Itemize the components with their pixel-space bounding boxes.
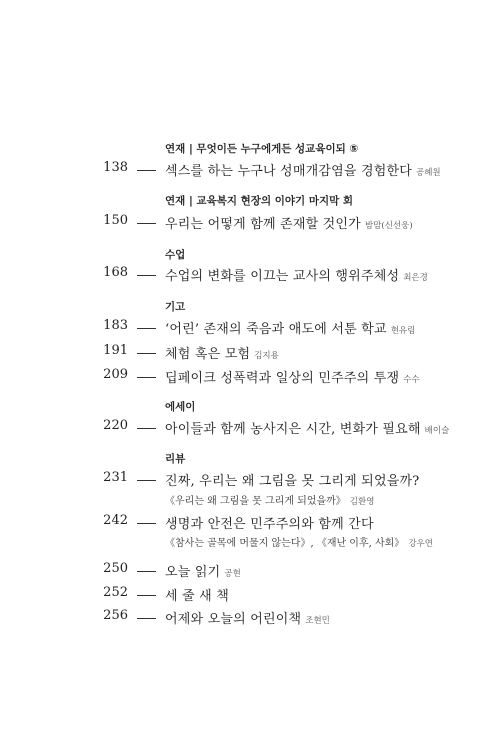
leader-dash: [137, 328, 156, 329]
section-title: 에세이: [165, 401, 196, 413]
entry-title: ‘어린’ 존재의 죽음과 애도에 서툰 학교 현유림: [165, 322, 416, 337]
section-title: 리뷰: [165, 453, 186, 465]
leader-dash: [137, 223, 156, 224]
page-number: 168: [103, 265, 128, 280]
entry-author: 최은경: [403, 273, 428, 283]
entry-author: 공현: [224, 569, 241, 579]
leader-dash: [137, 595, 156, 596]
leader-dash: [137, 275, 156, 276]
entry-author: 공혜원: [415, 168, 441, 178]
leader-dash: [137, 428, 156, 429]
entry-title: 체험 혹은 모험 김지용: [165, 347, 279, 362]
page-number: 209: [103, 367, 128, 382]
entry-title: 진짜, 우리는 왜 그림을 못 그리게 되었을까?: [165, 474, 420, 489]
entry-title: 오늘 읽기 공현: [165, 565, 241, 580]
entry-author: 김지용: [254, 351, 279, 361]
page-number: 150: [103, 213, 128, 228]
leader-dash: [137, 523, 156, 524]
entry-title: 어제와 오늘의 어린이책 조현민: [165, 612, 330, 627]
page-number: 242: [103, 513, 128, 528]
page-number: 250: [103, 561, 128, 576]
page-number: 252: [103, 585, 128, 600]
page-number: 231: [103, 470, 128, 485]
entry-title: 수업의 변화를 이끄는 교사의 행위주체성 최은경: [165, 269, 428, 284]
entry-author: 밤맘(신선웅): [364, 221, 413, 231]
entry-author: 강우연: [408, 539, 433, 549]
section-title: 연재 | 교육복지 현장의 이야기 마지막 회: [165, 195, 354, 207]
leader-dash: [137, 480, 156, 481]
leader-dash: [137, 377, 156, 378]
section-title: 연재 | 무엇이든 누구에게든 성교육이되 ⑤: [165, 143, 359, 155]
entry-title: 딥페이크 성폭력과 일상의 민주주의 투쟁 수수: [165, 371, 420, 386]
page-number: 220: [103, 418, 128, 433]
entry-author: 조현민: [305, 616, 330, 626]
entry-author: 배이슬: [424, 426, 450, 436]
page-number: 191: [103, 343, 128, 358]
entry-title: 섹스를 하는 누구나 성매개감염을 경험한다 공혜원: [165, 164, 441, 179]
leader-dash: [137, 353, 156, 354]
entry-author: 수수: [403, 375, 420, 385]
section-title: 수업: [165, 249, 186, 261]
section-title: 기고: [165, 301, 186, 313]
entry-title: 우리는 어떻게 함께 존재할 것인가 밤맘(신선웅): [165, 217, 413, 232]
entry-subtitle: 《우리는 왜 그림을 못 그리게 되었을까》 김환영: [165, 496, 375, 507]
page-number: 256: [103, 608, 128, 623]
leader-dash: [137, 571, 156, 572]
entry-title: 생명과 안전은 민주주의와 함께 간다: [165, 517, 374, 532]
entry-title: 세 줄 새 책: [165, 589, 230, 604]
entry-title: 아이들과 함께 농사지은 시간, 변화가 필요해 배이슬: [165, 422, 450, 437]
entry-author: 김환영: [349, 497, 375, 507]
entry-author: 현유림: [390, 326, 416, 336]
leader-dash: [137, 170, 156, 171]
page-number: 138: [103, 160, 128, 175]
page-number: 183: [103, 318, 128, 333]
leader-dash: [137, 618, 156, 619]
entry-subtitle: 《참사는 골목에 머물지 않는다》, 《재난 이후, 사회》 강우연: [165, 538, 433, 549]
